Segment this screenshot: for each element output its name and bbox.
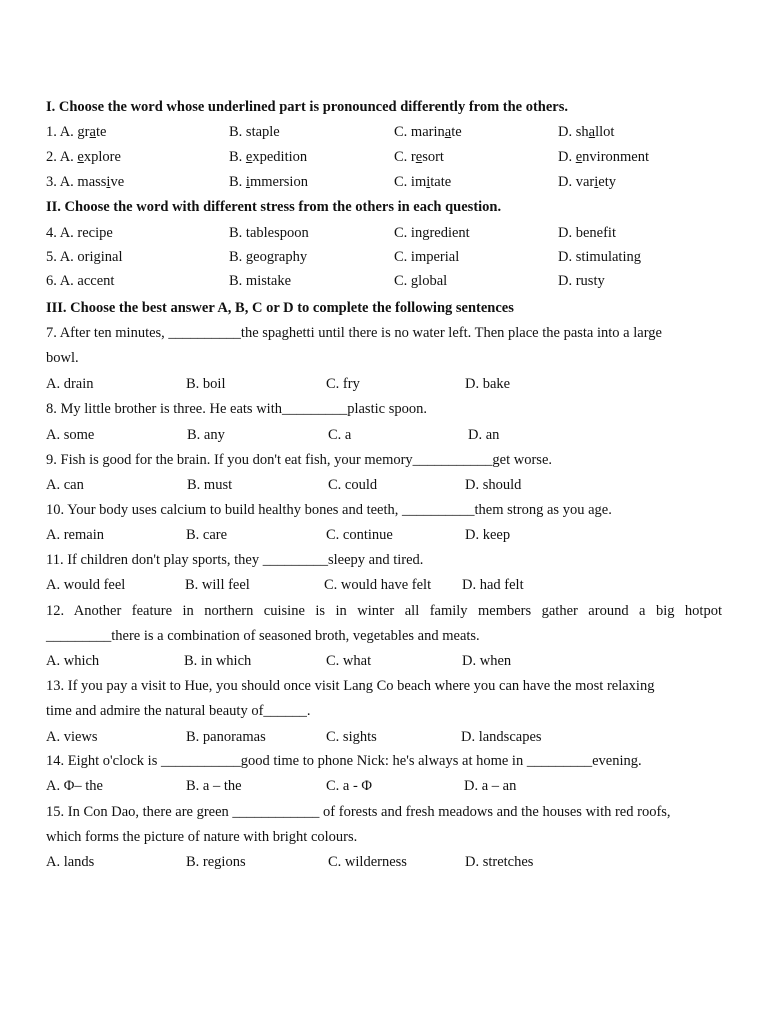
answer-row: [46, 575, 722, 595]
option-c: C. marinate: [394, 124, 462, 140]
option-d: D. stretches: [465, 854, 534, 870]
option-b: B. geography: [229, 249, 308, 265]
option-c: C. a: [328, 427, 352, 443]
option-b: B. in which: [184, 653, 252, 669]
question-row: [46, 223, 722, 243]
option-b: B. will feel: [185, 577, 250, 593]
section2-heading: II. Choose the word with different stress from the others in each question.: [46, 199, 502, 215]
option-a: A. drain: [46, 376, 94, 392]
question-stem: 14. Eight o'clock is ___________good time to phone Nick: he's always at home in _________evening.: [46, 753, 642, 769]
option-d: D. stimulating: [558, 249, 641, 265]
option-c: C. fry: [326, 376, 360, 392]
option-a: 1. A. grate: [46, 124, 107, 140]
question-stem: 7. After ten minutes, __________the spaghetti until there is no water left. Then place the pasta into a large: [46, 325, 662, 341]
option-c: C. global: [394, 273, 448, 289]
option-a: A. remain: [46, 527, 104, 543]
answer-row: [46, 651, 722, 671]
question-stem: which forms the picture of nature with bright colours.: [46, 829, 358, 845]
option-d: D. environment: [558, 149, 650, 165]
question-stem: 11. If children don't play sports, they _________sleepy and tired.: [46, 552, 424, 568]
option-b: B. a – the: [186, 778, 242, 794]
option-c: C. would have felt: [324, 577, 432, 593]
question-stem: 10. Your body uses calcium to build healthy bones and teeth, __________them strong as you age.: [46, 502, 612, 518]
option-a: A. which: [46, 653, 100, 669]
question-row: [46, 147, 722, 167]
question-stem: time and admire the natural beauty of______.: [46, 703, 311, 719]
answer-row: [46, 852, 722, 872]
option-c: C. resort: [394, 149, 444, 165]
option-a: A. lands: [46, 854, 95, 870]
option-b: B. must: [187, 477, 233, 493]
option-d: D. variety: [558, 174, 616, 190]
option-c: C. a - Φ: [326, 778, 373, 794]
option-c: C. wilderness: [328, 854, 407, 870]
option-a: A. would feel: [46, 577, 126, 593]
option-a: A. can: [46, 477, 84, 493]
option-d: D. landscapes: [461, 729, 542, 745]
question-row: [46, 271, 722, 291]
option-d: D. should: [465, 477, 522, 493]
option-c: C. continue: [326, 527, 393, 543]
question-stem: _________there is a combination of seasoned broth, vegetables and meats.: [46, 628, 480, 644]
question-row: [46, 122, 722, 142]
option-b: B. any: [187, 427, 225, 443]
option-a: 2. A. explore: [46, 149, 121, 165]
question-stem: 9. Fish is good for the brain. If you don't eat fish, your memory___________get worse.: [46, 452, 553, 468]
question-row: [46, 247, 722, 267]
option-d: D. had felt: [462, 577, 524, 593]
question-row: [46, 172, 722, 192]
option-b: B. expedition: [229, 149, 308, 165]
option-b: B. regions: [186, 854, 246, 870]
section3-heading: III. Choose the best answer A, B, C or D to complete the following sentences: [46, 300, 514, 316]
option-b: B. mistake: [229, 273, 292, 289]
option-a: 4. A. recipe: [46, 225, 113, 241]
option-b: B. boil: [186, 376, 226, 392]
option-c: C. sights: [326, 729, 377, 745]
answer-row: [46, 374, 722, 394]
option-d: D. when: [462, 653, 512, 669]
option-a: 6. A. accent: [46, 273, 115, 289]
option-d: D. benefit: [558, 225, 616, 241]
answer-row: [46, 425, 722, 445]
question-stem: 13. If you pay a visit to Hue, you should once visit Lang Co beach where you can have the most relaxing: [46, 678, 655, 694]
option-d: D. rusty: [558, 273, 605, 289]
option-a: A. Φ– the: [46, 778, 103, 794]
option-b: B. tablespoon: [229, 225, 309, 241]
answer-row: [46, 525, 722, 545]
question-stem: 15. In Con Dao, there are green ____________ of forests and fresh meadows and the houses with red roofs,: [46, 804, 671, 820]
section1-heading: I. Choose the word whose underlined part is pronounced differently from the others.: [46, 99, 569, 115]
option-c: C. what: [326, 653, 372, 669]
option-d: D. a – an: [464, 778, 517, 794]
option-b: B. immersion: [229, 174, 308, 190]
answer-row: [46, 776, 722, 796]
option-c: C. ingredient: [394, 225, 470, 241]
option-c: C. could: [328, 477, 378, 493]
option-d: D. keep: [465, 527, 511, 543]
option-b: B. care: [186, 527, 228, 543]
option-d: D. an: [468, 427, 500, 443]
question-stem: 8. My little brother is three. He eats with_________plastic spoon.: [46, 401, 427, 417]
option-c: C. imperial: [394, 249, 460, 265]
answer-row: [46, 727, 722, 747]
question-stem: bowl.: [46, 350, 79, 366]
option-d: D. bake: [465, 376, 511, 392]
option-a: 3. A. massive: [46, 174, 125, 190]
option-d: D. shallot: [558, 124, 615, 140]
option-b: B. panoramas: [186, 729, 266, 745]
option-a: A. some: [46, 427, 95, 443]
answer-row: [46, 475, 722, 495]
option-a: 5. A. original: [46, 249, 123, 265]
option-c: C. imitate: [394, 174, 452, 190]
question-stem: 12. Another feature in northern cuisine is in winter all family members gather around a big hotpot: [46, 603, 722, 619]
option-b: B. staple: [229, 124, 280, 140]
option-a: A. views: [46, 729, 98, 745]
